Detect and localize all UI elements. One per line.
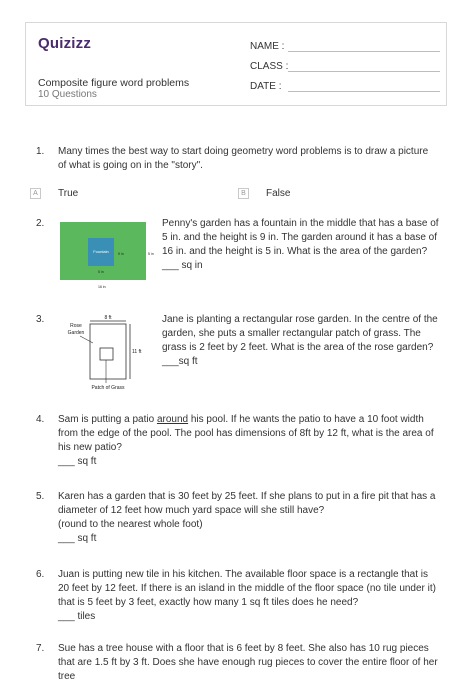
garden-figure — [58, 222, 158, 292]
question-text — [162, 217, 440, 273]
worksheet-header — [25, 22, 447, 106]
option-text[interactable]: True — [58, 188, 79, 199]
dimension-label: 8 ft — [104, 315, 112, 321]
question-body — [58, 413, 438, 455]
worksheet-subtitle: 10 Questions — [38, 89, 97, 100]
question-number: 1. — [36, 146, 45, 157]
question-number: 4. — [36, 414, 45, 425]
question-body: Karen has a garden that is 30 feet by 25 feet. If she plans to put in a fire pit that has a diameter of 12 feet how much yard space will she still have? — [58, 491, 436, 516]
date-line[interactable] — [288, 91, 440, 92]
question-number: 2. — [36, 218, 45, 229]
question-text — [58, 413, 438, 469]
option-text[interactable]: False — [266, 188, 291, 199]
rose-pointer-line — [80, 336, 93, 343]
name-line[interactable] — [288, 51, 440, 52]
dimension-label: 5 in — [98, 270, 104, 274]
worksheet-title: Composite figure word problems — [38, 77, 190, 89]
question-number: 7. — [36, 643, 45, 654]
question-text: Many times the best way to start doing geometry word problems is to draw a picture of what is going on in the "story". — [58, 146, 429, 171]
dimension-label: 11 ft — [132, 349, 142, 355]
class-label: CLASS : — [250, 61, 289, 72]
answer-blank[interactable]: ___sq ft — [162, 356, 198, 367]
dimension-label: 5 in — [148, 252, 154, 256]
class-line[interactable] — [288, 71, 440, 72]
option-letter-box[interactable]: A — [30, 188, 41, 199]
date-label: DATE : — [250, 81, 282, 92]
dimension-label: 9 in — [118, 252, 124, 256]
answer-blank[interactable]: ___ tiles — [58, 611, 96, 622]
date-field[interactable] — [250, 81, 281, 92]
question-text — [162, 313, 440, 369]
dimension-label: 16 in — [98, 285, 106, 289]
question-text — [58, 568, 438, 624]
rose-garden-figure — [60, 313, 155, 391]
answer-blank[interactable]: ___ sq ft — [58, 533, 97, 544]
question-note: (round to the nearest whole foot) — [58, 519, 203, 530]
grass-patch-rect — [100, 348, 113, 360]
patch-label: Patch of Grass — [91, 385, 125, 391]
question-text: Sue has a tree house with a floor that is 6 feet by 8 feet. She also has 10 rug pieces that are 1.5 ft by 3 ft. Does she have enough rug pieces to cover the entire floor of her tree — [58, 643, 438, 682]
question-number: 6. — [36, 569, 45, 580]
quizizz-logo: Quizizz — [38, 35, 92, 52]
answer-blank[interactable]: ___ sq in — [162, 260, 203, 271]
question-body: Jane is planting a rectangular rose garden. In the centre of the garden, she puts a smaller rectangular patch of grass. The grass is 2 feet by 2 feet. What is the area of the rose garden? — [162, 314, 438, 353]
question-body: Juan is putting new tile in his kitchen. The available floor space is a rectangle that is 20 feet by 12 feet. If there is an island in the middle of the floor space (no tile under it) that is 5 feet by 3 feet, exactly how many 1 sq ft tiles does he need? — [58, 569, 436, 608]
rose-label: Rose — [70, 323, 82, 329]
question-text — [58, 490, 438, 546]
question-number: 3. — [36, 314, 45, 325]
question-number: 5. — [36, 491, 45, 502]
text-segment: Sam is putting a patio — [58, 414, 157, 425]
garden-label: Garden — [67, 330, 85, 336]
underlined-word: around — [156, 414, 189, 425]
name-field[interactable] — [250, 41, 284, 52]
class-field[interactable] — [250, 61, 288, 72]
rose-garden-rect — [90, 324, 126, 379]
name-label: NAME : — [250, 41, 285, 52]
answer-blank[interactable]: ___ sq ft — [58, 456, 97, 467]
text-segment: his pool. If he wants the patio to have a 10 foot width from the edge of the pool. The pool has dimensions of 8ft by 12 ft, what is the area of his new patio? — [58, 414, 434, 453]
fountain-label: Fountain — [93, 249, 109, 254]
option-letter-box[interactable]: B — [238, 188, 249, 199]
question-body: Penny's garden has a fountain in the middle that has a base of 5 in. and the height is 9 in. The garden around it has a base of 16 in. and the height is 5 in. What is the area of the garden? — [162, 218, 439, 257]
